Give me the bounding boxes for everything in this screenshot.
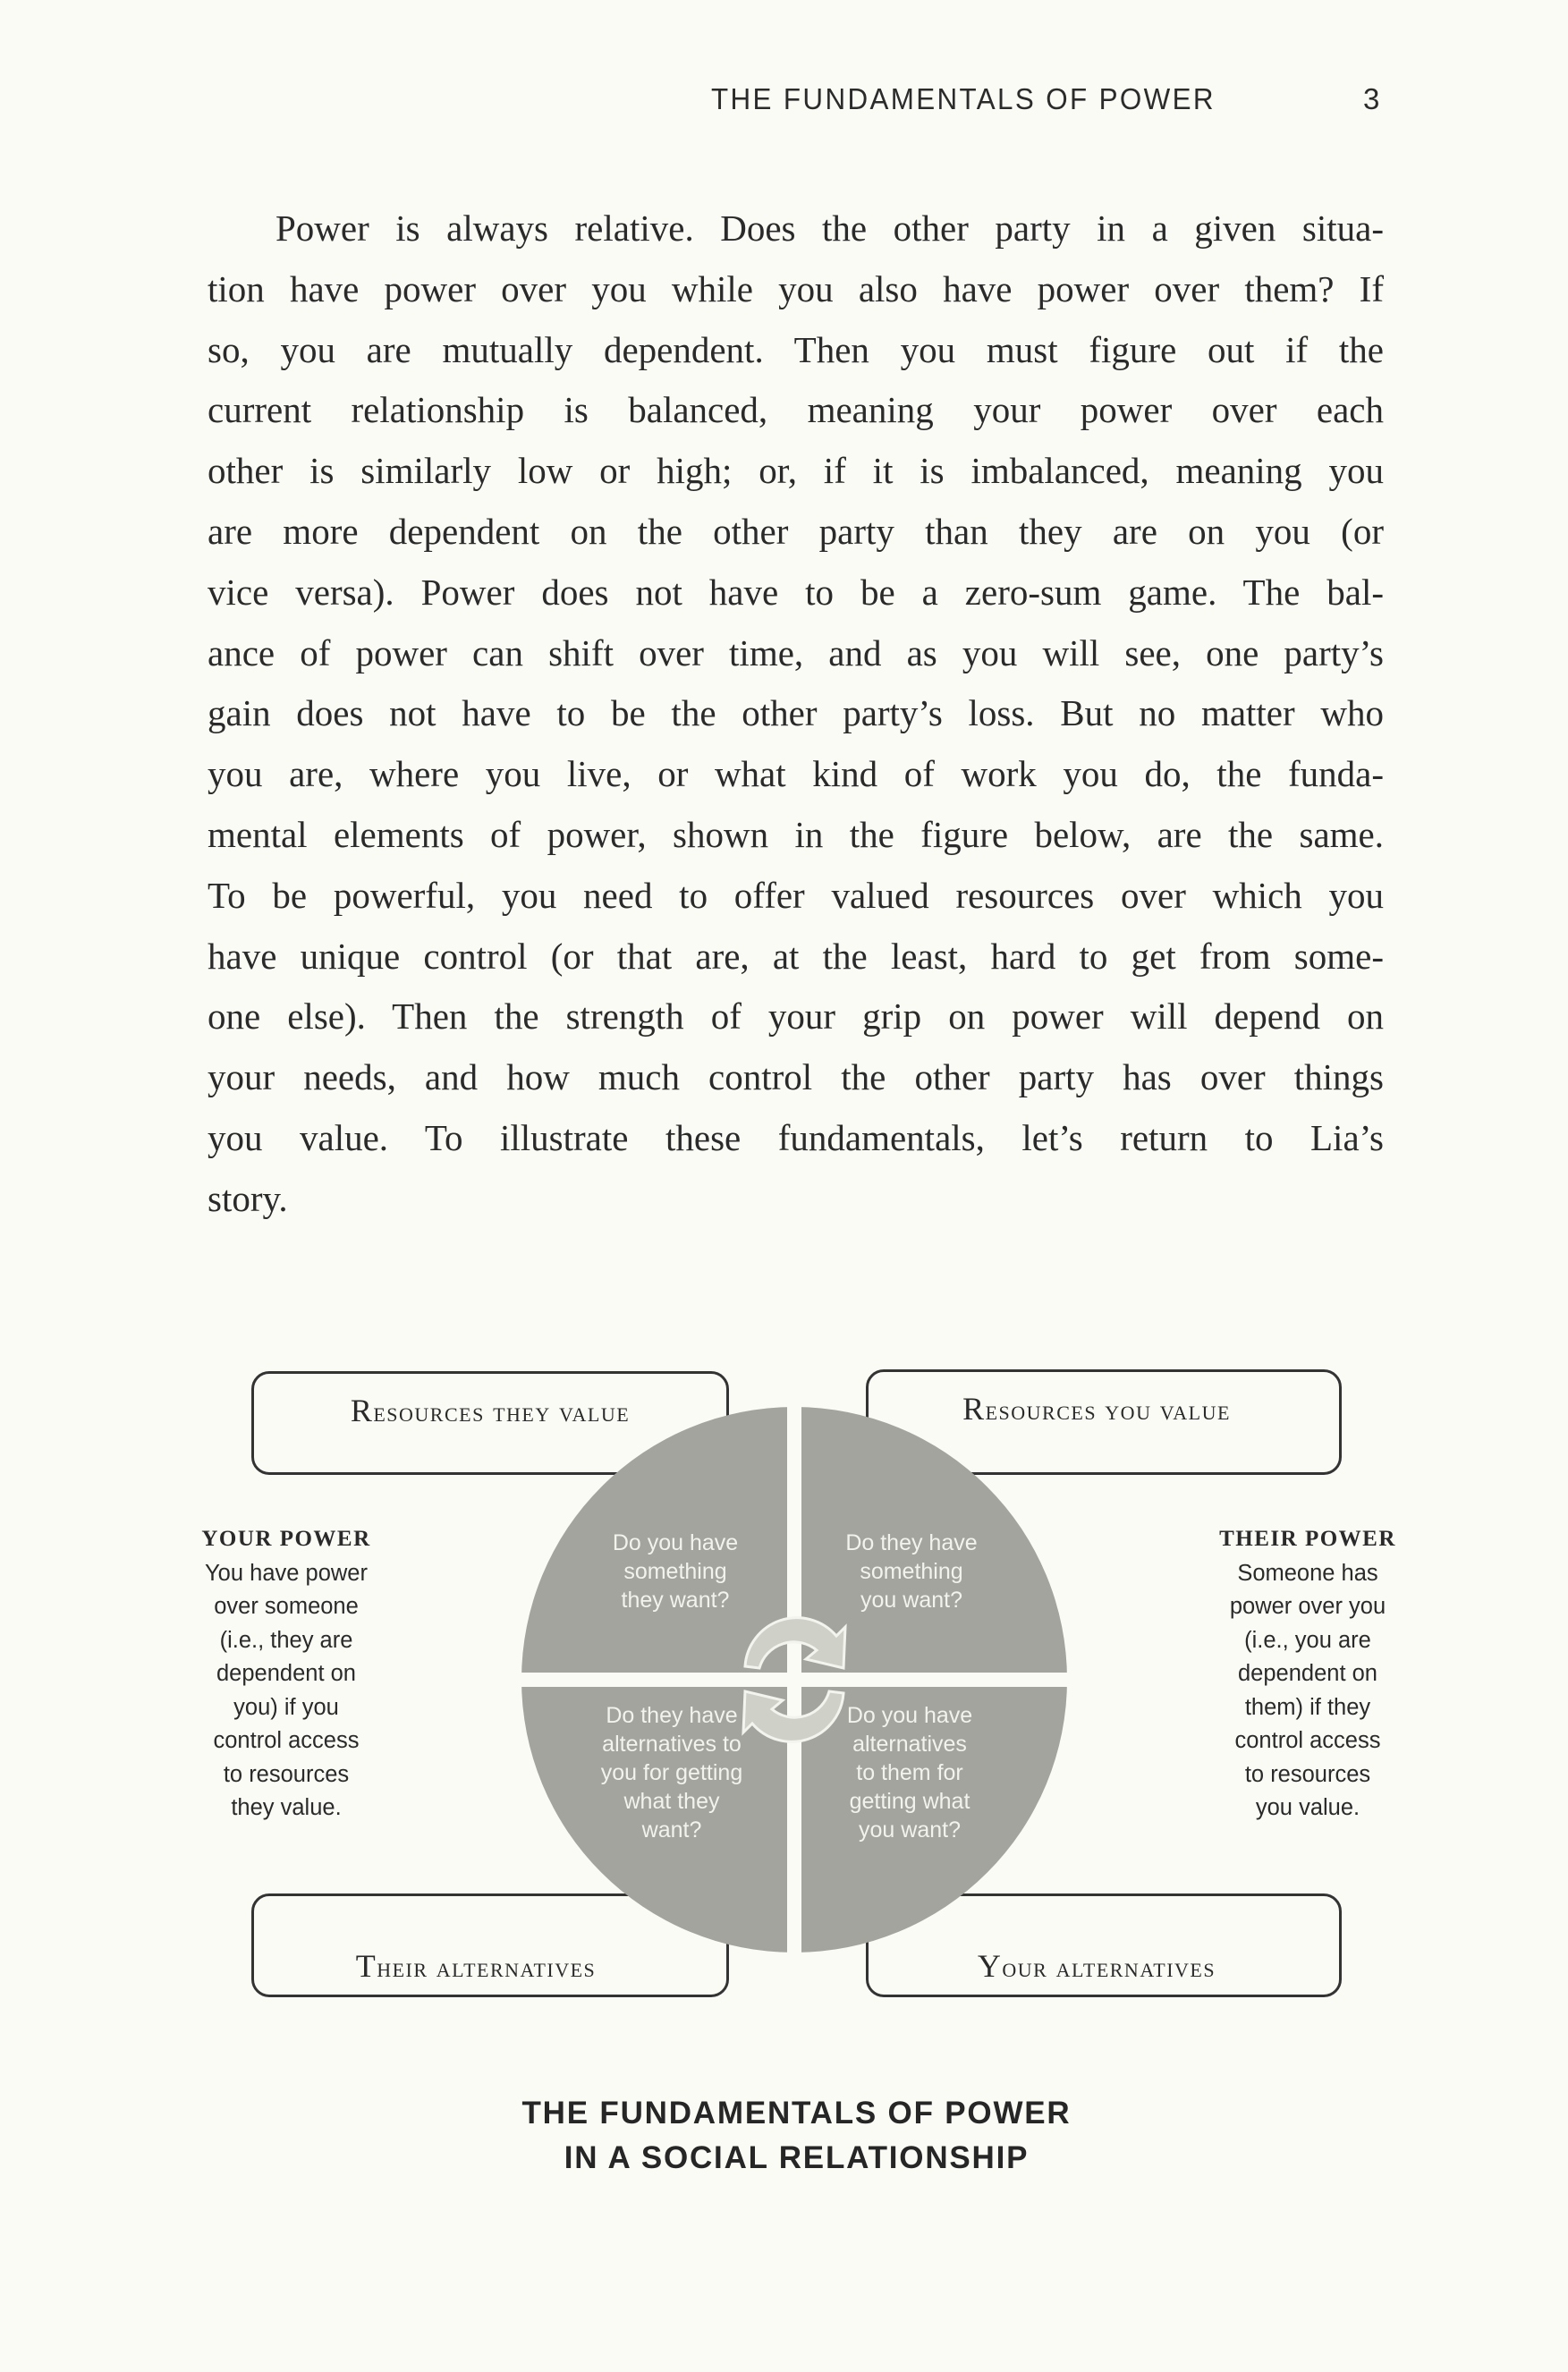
your-power-heading: YOUR POWER [201,1527,371,1551]
text-line: gain does not have to be the other party’s loss. But no matter who [208,692,1384,734]
your-power-line: over someone [214,1594,359,1619]
their-power-line: power over you [1229,1594,1386,1619]
quadrant-bottom-right [802,1701,1017,1844]
label-rest: esources they value [373,1396,631,1427]
caption-line-2: IN A SOCIAL RELATIONSHIP [564,2140,1030,2175]
quadrant-line: Do they have [606,1703,738,1728]
your-power-line: you) if you [233,1694,339,1720]
text-line: your needs, and how much control the other party has over things [208,1056,1384,1098]
quadrant-line: Do you have [846,1703,973,1728]
quadrant-line: Do you have [612,1530,739,1555]
text-line: you value. To illustrate these fundamentals, let’s return to Lia’s [208,1116,1384,1158]
text-line: mental elements of power, shown in the figure below, are the same. [208,813,1384,855]
running-head-title: THE FUNDAMENTALS OF POWER [711,82,1216,115]
their-power-block [1182,1522,1433,1826]
their-alternatives-label [240,1947,712,1985]
text-line: have unique control (or that are, at the least, hard to get from some- [208,935,1384,977]
power-circle [521,1407,1067,1953]
their-power-line: you value. [1255,1795,1360,1820]
quadrant-bottom-left [564,1701,779,1844]
quadrant-line: alternatives to [602,1732,742,1757]
label-initial: T [355,1948,377,1984]
your-power-line: control access [213,1728,360,1753]
your-alternatives-label [861,1947,1332,1985]
text-line: To be powerful, you need to offer valued resources over which you [208,874,1384,916]
label-rest: heir alternatives [377,1952,597,1983]
their-power-line: control access [1234,1728,1381,1753]
quadrant-top-right [804,1529,1019,1614]
your-power-block [161,1522,411,1826]
their-power-line: to resources [1244,1761,1371,1787]
their-power-line: Someone has [1237,1560,1378,1586]
body-paragraph [208,199,1384,1230]
label-rest: esources you value [985,1394,1231,1426]
text-line: vice versa). Power does not have to be a zero-sum game. The bal- [208,571,1384,613]
your-power-line: to resources [223,1761,350,1787]
label-initial: R [350,1393,374,1428]
quadrant-line: you want? [859,1817,961,1843]
quadrant-line: something [623,1559,727,1584]
quadrant-line: want? [641,1817,702,1843]
their-power-line: them) if they [1244,1694,1371,1720]
text-line: other is similarly low or high; or, if it is imbalanced, meaning you [208,450,1384,492]
text-line: one else). Then the strength of your grip on power will depend on [208,995,1384,1038]
quadrant-line: they want? [621,1588,730,1613]
your-power-line: dependent on [216,1661,356,1686]
text-line: are more dependent on the other party than they are on you (or [208,510,1384,552]
quadrant-line: alternatives [852,1732,967,1757]
label-initial: R [962,1391,986,1427]
quadrant-line: what they [623,1789,720,1814]
text-line: you are, where you live, or what kind of work you do, the funda- [208,753,1384,795]
label-rest: our alternatives [1002,1952,1216,1983]
quadrant-line: something [860,1559,963,1584]
page-number: 3 [1363,82,1382,115]
caption-line-1: THE FUNDAMENTALS OF POWER [521,2096,1072,2131]
your-power-line: You have power [205,1560,368,1586]
text-line: ance of power can shift over time, and as you will see, one party’s [208,631,1384,673]
their-power-line: (i.e., you are [1244,1627,1371,1653]
quadrant-top-left [568,1529,783,1614]
circle-quadrants-graphic [521,1407,1067,1953]
their-power-heading: THEIR POWER [1219,1527,1396,1551]
text-line: current relationship is balanced, meaning your power over each [208,389,1384,431]
text-line: so, you are mutually dependent. Then you must figure out if the [208,328,1384,370]
quadrant-line: you want? [860,1588,962,1613]
quadrant-line: to them for [856,1760,963,1785]
their-power-line: dependent on [1238,1661,1377,1686]
quadrant-line: getting what [849,1789,970,1814]
figure-caption [0,2091,1568,2181]
label-initial: Y [977,1948,1003,1984]
quadrant-line: Do they have [845,1530,978,1555]
text-line: tion have power over you while you also have power over them? If [208,267,1384,309]
quadrant-line: you for getting [600,1760,743,1785]
your-power-line: (i.e., they are [219,1627,353,1653]
text-line: story. [208,1177,288,1219]
your-power-line: they value. [231,1795,342,1820]
text-line: Power is always relative. Does the other party in a given situa- [275,208,1384,249]
running-head [0,82,1568,127]
